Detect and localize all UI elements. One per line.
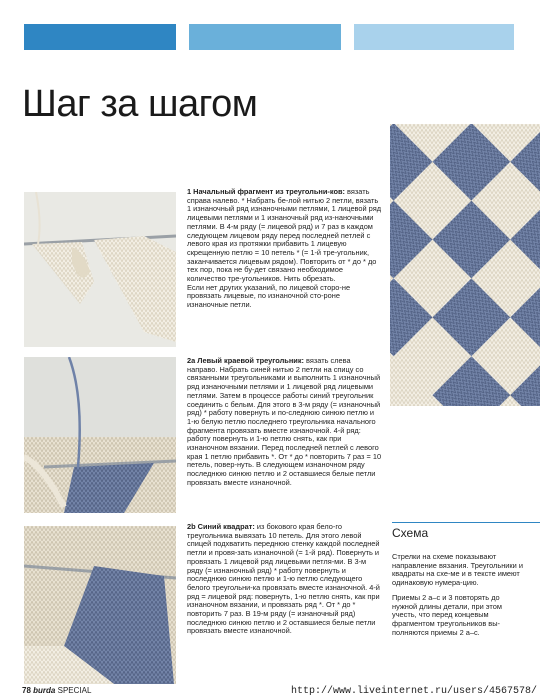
step2a-heading: 2a Левый краевой треугольник: — [187, 356, 304, 365]
step2b-photo — [24, 526, 176, 684]
brand-name: burda — [33, 686, 56, 695]
step2b-heading: 2b Синий квадрат: — [187, 522, 255, 531]
page-footer — [22, 686, 91, 695]
step1-text — [187, 188, 382, 310]
step2a-body: вязать слева направо. Набрать синей нитью 2 петли на спицу со связанными треугольниками и выполнить 1 изнаночный ряд изнаночными петлями и 1 лицевой ряд лицевыми петлями. Затем в процессе работы синий треугольник соединить с белым. Для этого в 3-м ряду (= изнаночный ряд) * работу повернуть и по-следнюю синюю петлю и 1-ю белую петлю последнего треугольника начального фрагмента провязать вместе изнаночной. 4-й ряд: работу повернуть и 1-ю петлю снять, как при изнаночном вязании. Перед последней петлей с левого края 1 петлю прибавить *. От * до * повторить 7 раз = 10 петель, повер-нуть. В следующем изнаночном ряду последнюю синюю петлю и 2 оставшиеся белые петли провязать вместе изнаночной. — [187, 356, 382, 487]
schema-paragraph-2: Приемы 2 а–с и 3 повторять до нужной длины детали, при этом учесть, что перед концевым фрагментом треугольников вы-полняются приемы 2 а–с. — [392, 593, 502, 637]
page-title: Шаг за шагом — [22, 83, 258, 126]
step1-body: вязать справа налево. * Набрать бе-лой нитью 2 петли, вязать 1 изнаночный ряд изнаночными петлями, 1 лицевой ряд лицевыми петлями и 1 изнаночный ряд из-наночными петлями. В 4-м ряду (= лицевой ряд) и 7 раз в каждом следующем лицевом ряду перед последней петлей с левого края из протяжки прибавить 1 лицевую скрещенную петлю = 10 петель * (= 1-й тре-угольник, заканчивается лицевым рядом). Повторить от * до * до тех пор, пока не бу-дет связано необходимое количество тре-угольников. Нить обрезать. Если нет других указаний, по лицевой сторо-не провязать лицевые, по изнаночной сто-роне изнаночные петли. — [187, 187, 382, 310]
step1-photo — [24, 192, 176, 347]
header-bar-light — [354, 24, 514, 50]
page-number: 78 — [22, 686, 31, 695]
brand-suffix: SPECIAL — [57, 686, 92, 695]
entrelac-photo — [390, 124, 540, 406]
header-bar-dark — [24, 24, 176, 50]
step2a-text — [187, 357, 382, 488]
schema-title: Схема — [392, 526, 429, 540]
step1-heading: 1 Начальный фрагмент из треугольни-ков: — [187, 187, 345, 196]
step2b-body: из бокового края бело-го треугольника вывязать 10 петель. Для этого левой спицей подхватить переднюю стенку каждой последней петли и провя-зать изнаночной (= 1-й ряд). Повернуть и провязать 1 лицевой ряд лицевыми петля-ми. В 3-м ряду (= изнаночный ряд) * работу повернуть и последнюю синюю петлю и 1-ю петлю следующего белого треугольни-ка провязать вместе изнаночной. 4-й ряд = лицевой ряд: повернуть, 1-ю петлю снять, как при изнаночном вязании, и провязать ряд *. От * до * повторить 7 раз. В 19-м ряду (= изнаночный ряд) последнюю синюю петлю и 2 оставшиеся белые петли провязать вместе изнаночной. — [187, 522, 380, 636]
schema-divider — [392, 522, 540, 523]
source-url[interactable]: http://www.liveinternet.ru/users/4567578/ — [290, 686, 537, 697]
header-bar-medium — [189, 24, 341, 50]
step2a-photo — [24, 357, 176, 513]
schema-paragraph-1: Стрелки на схеме показывают направление вязания. Треугольники и квадраты на схе-ме и в тексте имеют одинаковую нумера-цию. — [392, 552, 523, 588]
step2b-text — [187, 523, 382, 636]
